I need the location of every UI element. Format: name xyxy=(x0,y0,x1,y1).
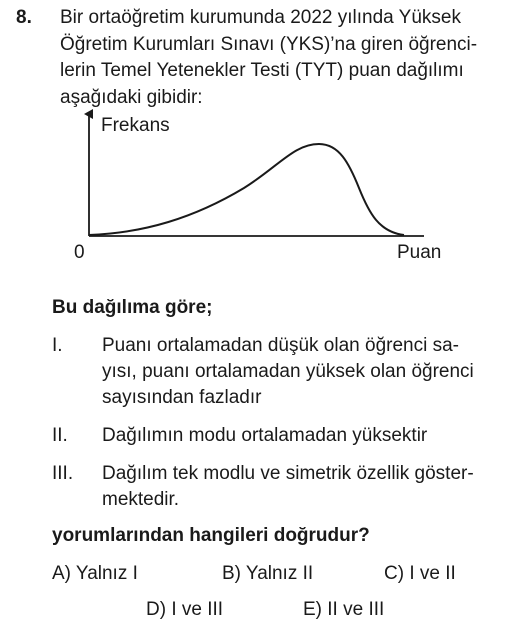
option-a[interactable]: A) Yalnız I xyxy=(52,563,138,584)
statement-2-line-1: Dağılımın modu ortalamadan yüksektir xyxy=(102,425,428,446)
statement-1-line-2: yısı, puanı ortalamadan yüksek olan öğrenci xyxy=(102,361,474,382)
distribution-curve xyxy=(89,144,404,235)
option-b[interactable]: B) Yalnız II xyxy=(222,563,314,584)
lead-text: Bu dağılıma göre; xyxy=(52,297,213,318)
statement-1-numeral: I. xyxy=(52,335,63,356)
statement-1-line-1: Puanı ortalamadan düşük olan öğrenci sa- xyxy=(102,335,460,356)
question-number: 8. xyxy=(16,7,32,28)
question-stem-line-2: Öğretim Kurumları Sınavı (YKS)’na giren öğrenci- xyxy=(60,34,478,55)
x-axis-label: Puan xyxy=(397,242,442,263)
option-c[interactable]: C) I ve II xyxy=(384,563,456,584)
question-stem-line-4: aşağıdaki gibidir: xyxy=(60,87,203,108)
option-d[interactable]: D) I ve III xyxy=(146,599,224,620)
question-stem-line-3: lerin Temel Yetenekler Testi (TYT) puan dağılımı xyxy=(60,60,464,81)
question-prompt: yorumlarından hangileri doğrudur? xyxy=(52,525,370,546)
statement-3-line-1: Dağılım tek modlu ve simetrik özellik göster- xyxy=(102,463,474,484)
question-stem-line-1: Bir ortaöğretim kurumunda 2022 yılında Yüksek xyxy=(60,7,461,28)
option-e[interactable]: E) II ve III xyxy=(303,599,385,620)
origin-label: 0 xyxy=(74,242,85,263)
distribution-graph xyxy=(64,108,464,268)
y-axis-label: Frekans xyxy=(101,115,170,136)
statement-2-numeral: II. xyxy=(52,425,68,446)
statement-1-line-3: sayısından fazladır xyxy=(102,387,262,408)
statement-3-line-2: mektedir. xyxy=(102,489,180,510)
statement-3-numeral: III. xyxy=(52,463,74,484)
